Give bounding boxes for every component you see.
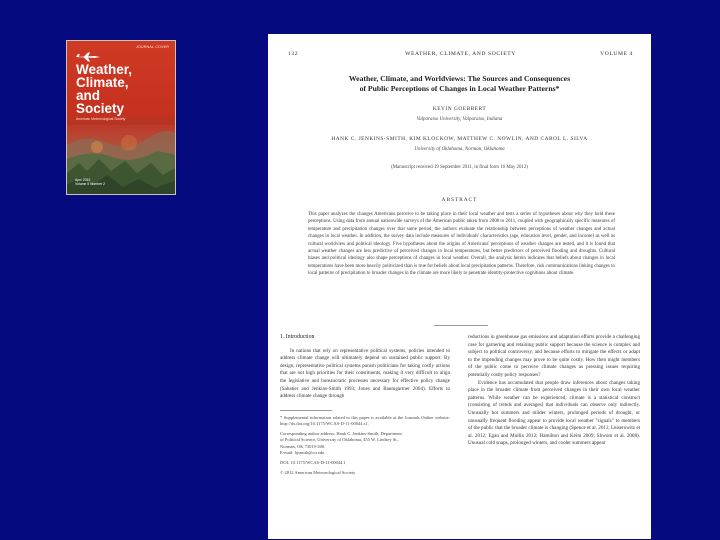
intro-paragraph: In nations that rely on representative political systems, policies intended to address climate change will ultimately depend on sustained public support. By design, representative political systems punish politicians for taking costly actions that are not high priorities for their constituents, making it very difficult to align the legislative and bureaucratic processes necessary for effective policy change (Sabatier and Jenkins-Smith 1993; Jones and Baumgartner 2004). Efforts to address climate change through <box>280 347 450 400</box>
journal-cover <box>66 40 176 195</box>
article-title-line: Weather, Climate, and Worldviews: The Sources and Consequences <box>348 74 571 83</box>
page-number: 132 <box>288 51 299 57</box>
manuscript-received: (Manuscript received 19 September 2011, in final form 16 May 2012) <box>391 165 528 170</box>
body-paragraph: reductions in greenhouse gas emissions and adaptation efforts provide a challenging case for garnering and retaining public support because the science is complex and subject to political controversy, and because efforts to mitigate the effects or adapt to the impending changes may prove to be quite costly. How then might members of the public come to perceive climate changes as pressing issues requiring potentially costly policy responses? <box>468 334 640 378</box>
running-header <box>288 51 633 61</box>
volume-label: VOLUME 4 <box>600 51 633 57</box>
abstract-text: This paper analyzes the changes Americans perceive to be taking place in their local weather and tests a series of hypotheses about why they hold these perceptions. Using data from annual nationwide surveys of the American public taken from 2008 to 2011, coupled with geographically specific measures of temperature and precipitation changes over that same period, the authors evaluate the relationship between perceptions of weather changes and actual changes in local weather. In addition, the survey data include measures of individuals' characteristics (age, education level, gender, and income) as well as cultural worldview and political ideology. Five hypotheses about the origins of Americans' perceptions of weather changes are tested, and it is found that actual weather changes are less predictive of perceived changes in local temperatures, but better predictors of perceived flooding and droughts. Cultural biases and political ideology also shape perceptions of changes in local weather. Overall, the analysis herein indicates that beliefs about changes in local temperatures have been more heavily politicized than is true for beliefs about local precipitation patterns. Therefore, risk communications linking changes to local patterns of precipitation to broader changes in the climate are more likely to penetrate identity-protective cognitions about climate. <box>308 212 615 277</box>
affiliation-primary: Valparaiso University, Valparaiso, Indiana <box>416 117 503 122</box>
correspondence-line: of Political Science, University of Oklahoma, 455 W. Lindsey St., <box>280 437 399 443</box>
abstract-heading: ABSTRACT <box>441 197 478 203</box>
cover-title-line: Climate, <box>76 75 129 90</box>
author-list: HANK C. JENKINS-SMITH, KIM KLOCKOW, MATTHEW C. NOWLIN, AND CAROL L. SILVA <box>331 136 588 142</box>
affiliation-secondary: University of Oklahoma, Norman, Oklahoma <box>414 147 505 152</box>
article-title-line: of Public Perceptions of Changes in Local Weather Patterns* <box>359 84 560 93</box>
cover-title-line: and <box>76 88 101 103</box>
footnote-supplemental: * Supplemental information related to this paper is available at the Journals Online website: http://dx.doi.org/10.1175/WCAS-D-11-00044.s1. <box>280 414 450 426</box>
author-primary: KEVIN GOEBBERT <box>432 106 487 112</box>
section-divider <box>434 325 488 326</box>
cover-issue-volume: Volume 5 Number 2 <box>75 182 105 186</box>
running-title: WEATHER, CLIMATE, AND SOCIETY <box>405 51 516 57</box>
cover-issue-date: April 2013 <box>75 178 91 182</box>
airplane-icon <box>75 52 101 62</box>
left-column <box>280 334 450 476</box>
cover-top-label: JOURNAL COVER <box>135 45 169 49</box>
article-title <box>292 74 627 94</box>
right-column <box>468 334 640 448</box>
copyright: © 2012 American Meteorological Society <box>280 470 356 476</box>
section-heading: 1. Introduction <box>280 334 315 340</box>
cover-title-line: Society <box>76 101 125 116</box>
cover-title-line: Weather, <box>76 62 133 77</box>
correspondence-address <box>280 431 450 456</box>
correspondence-email: E-mail: hjsmith@ou.edu <box>280 449 325 455</box>
doi: DOI: 10.1175/WCAS-D-11-00044.1 <box>280 459 346 465</box>
correspondence-line: Corresponding author address: Hank C. Jenkins-Smith, Department <box>280 431 402 437</box>
body-paragraph: Evidence has accumulated that people draw inferences about changes taking place in the broader climate from perceived changes in their own local weather patterns. While weather can be experienced, climate is a statistical construct (consisting of trends and averages) that individuals can observe only indirectly. Unusually hot summers and milder winters, prolonged periods of drought, or unusually frequent flooding appear to provide local weather "signals" to members of the public that the broader climate is changing (Spence et al. 2011; Leiserowitz et al. 2012; Egan and Mullin 2012; Hamilton and Keim 2009; Shwom et al. 2008). Unusual cold snaps, prolonged winters, and cooler summers appear <box>468 379 640 447</box>
cover-subtitle: American Meteorological Society <box>76 117 126 121</box>
article-page <box>268 34 651 539</box>
cover-title <box>76 63 132 115</box>
footnote-divider <box>280 410 332 411</box>
cover-issue-info <box>75 178 105 186</box>
correspondence-line: Norman, OK 73019-200. <box>280 443 326 449</box>
